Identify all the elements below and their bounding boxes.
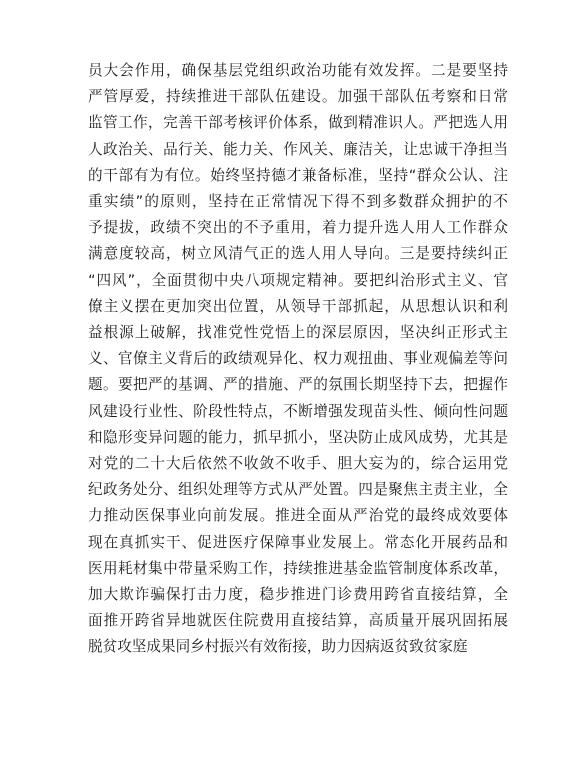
text-line: “四风”，全面贯彻中央八项规定精神。要把纠治形式主义、官 xyxy=(88,271,508,289)
text-line: 纪政务处分、组织处理等方式从严处置。四是聚焦主责主业，全 xyxy=(88,481,508,499)
text-line: 僚主义摆在更加突出位置，从领导干部抓起，从思想认识和利 xyxy=(88,297,508,315)
text-line: 加大欺诈骗保打击力度，稳步推进门诊费用跨省直接结算，全 xyxy=(88,586,508,604)
text-line: 员大会作用，确保基层党组织政治功能有效发挥。二是要坚持 xyxy=(88,62,508,79)
text-line: 题。要把严的基调、严的措施、严的氛围长期坚持下去，把握作 xyxy=(88,376,508,394)
text-line: 的干部有为有位。始终坚持德才兼备标准，坚持“群众公认、注 xyxy=(88,166,508,184)
text-line: 面推开跨省异地就医住院费用直接结算，高质量开展巩固拓展 xyxy=(88,612,508,630)
text-line: 脱贫攻坚成果同乡村振兴有效衔接，助力因病返贫致贫家庭 xyxy=(88,638,468,656)
text-line: 和隐形变异问题的能力，抓早抓小，坚决防止成风成势，尤其是 xyxy=(88,428,508,446)
text-line: 予提拔，政绩不突出的不予重用，着力提升选人用人工作群众 xyxy=(88,219,508,237)
text-line: 满意度较高，树立风清气正的选人用人导向。三是要持续纠正 xyxy=(88,245,508,263)
text-line: 风建设行业性、阶段性特点，不断增强发现苗头性、倾向性问题 xyxy=(88,402,508,420)
text-line: 义、官僚主义背后的政绩观异化、权力观扭曲、事业观偏差等问 xyxy=(88,350,508,368)
text-line: 对党的二十大后依然不收敛不收手、胆大妄为的，综合运用党 xyxy=(88,455,508,473)
text-line: 严管厚爱，持续推进干部队伍建设。加强干部队伍考察和日常 xyxy=(88,88,508,106)
text-line: 现在真抓实干、促进医疗保障事业发展上。常态化开展药品和 xyxy=(88,533,508,551)
text-line: 力推动医保事业向前发展。推进全面从严治党的最终成效要体 xyxy=(88,507,508,525)
text-line: 益根源上破解，找准党性党悟上的深层原因，坚决纠正形式主 xyxy=(88,324,508,342)
text-line: 人政治关、品行关、能力关、作风关、廉洁关，让忠诚干净担当 xyxy=(88,140,508,158)
text-line: 重实绩”的原则，坚持在正常情况下得不到多数群众拥护的不 xyxy=(88,193,508,211)
text-line: 医用耗材集中带量采购工作，持续推进基金监管制度体系改革， xyxy=(88,559,508,577)
text-line: 监管工作，完善干部考核评价体系，做到精准识人。严把选人用 xyxy=(88,114,508,132)
body-paragraph xyxy=(88,58,508,661)
